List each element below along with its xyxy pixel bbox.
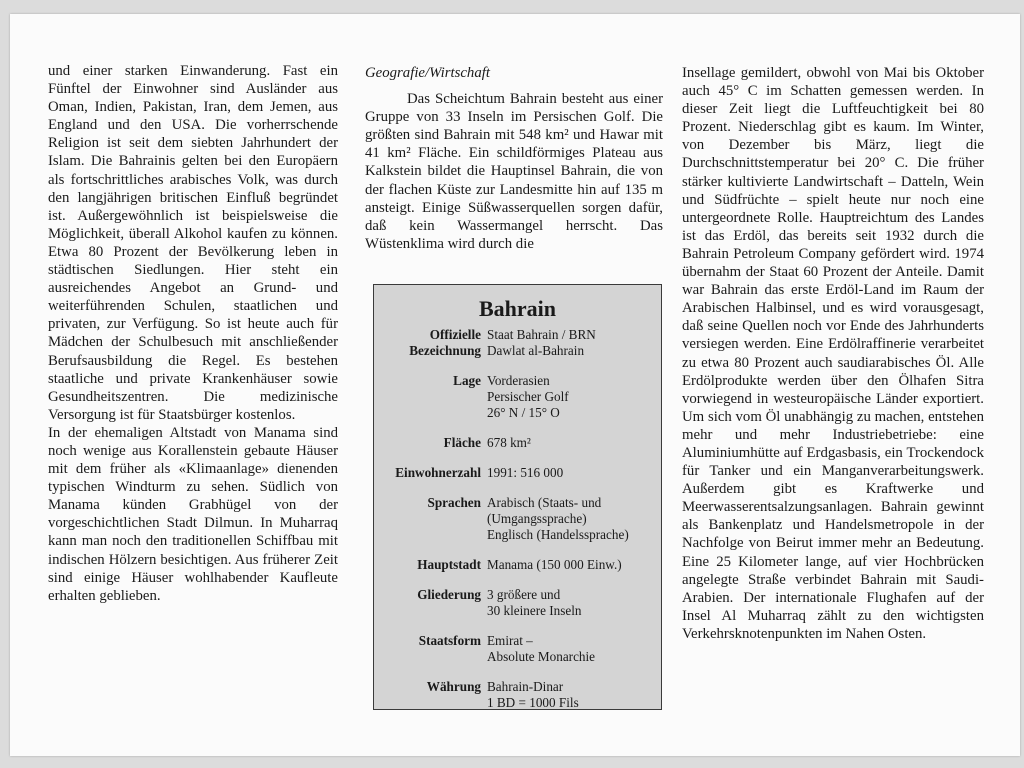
info-value-line: Englisch (Handelssprache) [487, 527, 629, 542]
info-label: Währung [426, 679, 481, 694]
info-value-line: Absolute Monarchie [487, 649, 596, 664]
paragraph-manama: In der ehemaligen Altstadt von Manama sind noch wenige aus Korallenstein gebaute Häuser mit dem früher als «Klimaanlage» dienenden typischen Windturm zu sehen. Südlich von Manama künden Grabhügel von der vorgeschichtlichen Stadt Dilmun. In Muharraq kann man noch den traditionellen Schiffbau mit indischen Hölzern besichtigen. Aus früherer Zeit sind einige Häuser wohlhabender Kaufleute erhalten geblieben. [48, 424, 338, 604]
info-value-line: 3 größere und [487, 587, 561, 602]
info-value [487, 373, 661, 421]
info-value-line: Emirat – [487, 633, 533, 648]
section-heading: Geografie/Wirtschaft [365, 65, 490, 81]
info-value-line: (Umgangssprache) [487, 511, 587, 526]
info-value [487, 327, 661, 359]
info-value-line: 30 kleinere Inseln [487, 603, 582, 618]
info-label: Offizielle Bezeichnung [409, 327, 481, 358]
info-value [487, 633, 661, 665]
info-row [374, 679, 661, 711]
text-column-2 [365, 64, 663, 253]
info-label: Lage [453, 373, 481, 388]
info-value [487, 557, 661, 573]
info-row [374, 465, 661, 481]
info-value-line: 678 km² [487, 435, 531, 450]
info-label: Fläche [443, 435, 481, 450]
info-row [374, 587, 661, 619]
info-row [374, 557, 661, 573]
info-value [487, 495, 661, 543]
info-label: Gliederung [417, 587, 481, 602]
info-label: Staatsform [418, 633, 481, 648]
paragraph-population: und einer starken Einwanderung. Fast ein Fünftel der Einwohner sind Ausländer aus Oman, Indien, Pakistan, Iran, dem Jemen, aus England und den USA. Die vorherrschende Religion ist seit dem siebten Jahrhundert der Islam. Die Bahrainis gelten bei den Europäern als fortschrittliches arabisches Volk, was durch den langjährigen britischen Einfluß begründet ist. Außergewöhnlich ist beispielsweise die Möglichkeit, überall Alkohol kaufen zu können. Etwa 80 Prozent der Bevölkerung leben in städtischen Siedlungen. Hier steht ein ausreichendes Angebot an Grund- und weiterführenden Schulen, staatlichen und privaten, zur Verfügung. So ist heute auch für Mädchen der Schulbesuch mit anschließender Berufsausbildung die Regel. Es bestehen staatliche und private Krankenhäuser sowie Gesundheitszentren. Die medizinische Versorgung ist für Staatsbürger kostenlos. [48, 63, 338, 423]
info-label: Einwohnerzahl [395, 465, 481, 480]
info-label: Sprachen [427, 495, 481, 510]
text-column-3 [682, 64, 984, 643]
country-info-box [373, 284, 662, 710]
info-value-line: Manama (150 000 Einw.) [487, 557, 622, 572]
info-row [374, 633, 661, 665]
info-value-line: Arabisch (Staats- und [487, 495, 602, 510]
info-value-line: Staat Bahrain / BRN [487, 327, 596, 342]
info-value-line: 1991: 516 000 [487, 465, 564, 480]
info-rows [374, 327, 661, 711]
info-value [487, 465, 661, 481]
info-value-line: Vorderasien [487, 373, 550, 388]
info-label: Hauptstadt [417, 557, 481, 572]
info-box-title: Bahrain [478, 296, 557, 321]
info-value-line: 26° N / 15° O [487, 405, 560, 420]
info-row [374, 327, 661, 359]
document-page [10, 14, 1020, 756]
info-value-line: Dawlat al-Bahrain [487, 343, 585, 358]
info-value [487, 435, 661, 451]
info-value [487, 679, 661, 711]
paragraph-economy: Insellage gemildert, obwohl von Mai bis Oktober auch 45° C im Schatten gemessen werden. In dieser Zeit liegt die Luftfeuchtigkeit bei 80 Prozent. Niederschlag gibt es kaum. Im Winter, von Dezember bis März, liegt die Durchschnittstemperatur bei 20° C. Die früher stärker kultivierte Landwirtschaft – Datteln, Wein und Südfrüchte – spielt heute nur noch eine untergeordnete Rolle. Hauptreichtum des Landes ist das Erdöl, das bereits seit 1932 durch die Bahrain Petroleum Company gefördert wird. 1974 übernahm der Staat 60 Prozent der Anteile. Damit war Bahrain das erste Erdöl-Land im Raum der Arabischen Halbinsel, und es wird vorausgesagt, daß seine Quellen noch vor Ende des Jahrhunderts versiegen werden. Eine Erdölraffinerie verarbeitet zu etwa 80 Prozent auch saudiarabisches Öl. Alle Erdölprodukte werden über den Ölhafen Sitra vorwiegend in westeuropäische Länder exportiert. Um sich vom Öl unabhängig zu machen, entstehen mehr und mehr Industriebetriebe: eine Aluminiumhütte auf Erdgasbasis, ein Trockendock für Tanker und ein Manganverarbeitungswerk. Außerdem gibt es Kraftwerke und Meerwasserentsalzungsanlagen. Bahrain gewinnt als Bankenplatz und Handelsmetropole in der Nachfolge von Beirut immer mehr an Bedeutung. Eine 25 Kilometer lange, auf vier Hochbrücken angelegte Straße verbindet Bahrain mit Saudi-Arabien. Der internationale Flughafen auf der Insel Al Muharraq zählt zu den wichtigsten Verkehrsknotenpunkten im Nahen Osten. [682, 65, 984, 642]
info-value-line: 1 BD = 1000 Fils [487, 695, 579, 710]
info-row [374, 373, 661, 421]
info-row [374, 435, 661, 451]
info-value-line: Persischer Golf [487, 389, 569, 404]
text-column-1 [48, 62, 338, 605]
paragraph-geography: Das Scheichtum Bahrain besteht aus einer Gruppe von 33 Inseln im Persischen Golf. Die größten sind Bahrain mit 548 km² und Hawar mit 41 km² Fläche. Ein schildförmiges Plateau aus Kalkstein bildet die Hauptinsel Bahrain, die von der flachen Küste zur Landesmitte hin auf 135 m ansteigt. Einige Süßwasserquellen sorgen dafür, daß kein Wassermangel herrscht. Das Wüstenklima wird durch die [365, 91, 663, 252]
info-value-line: Bahrain-Dinar [487, 679, 564, 694]
info-value [487, 587, 661, 619]
info-row [374, 495, 661, 543]
